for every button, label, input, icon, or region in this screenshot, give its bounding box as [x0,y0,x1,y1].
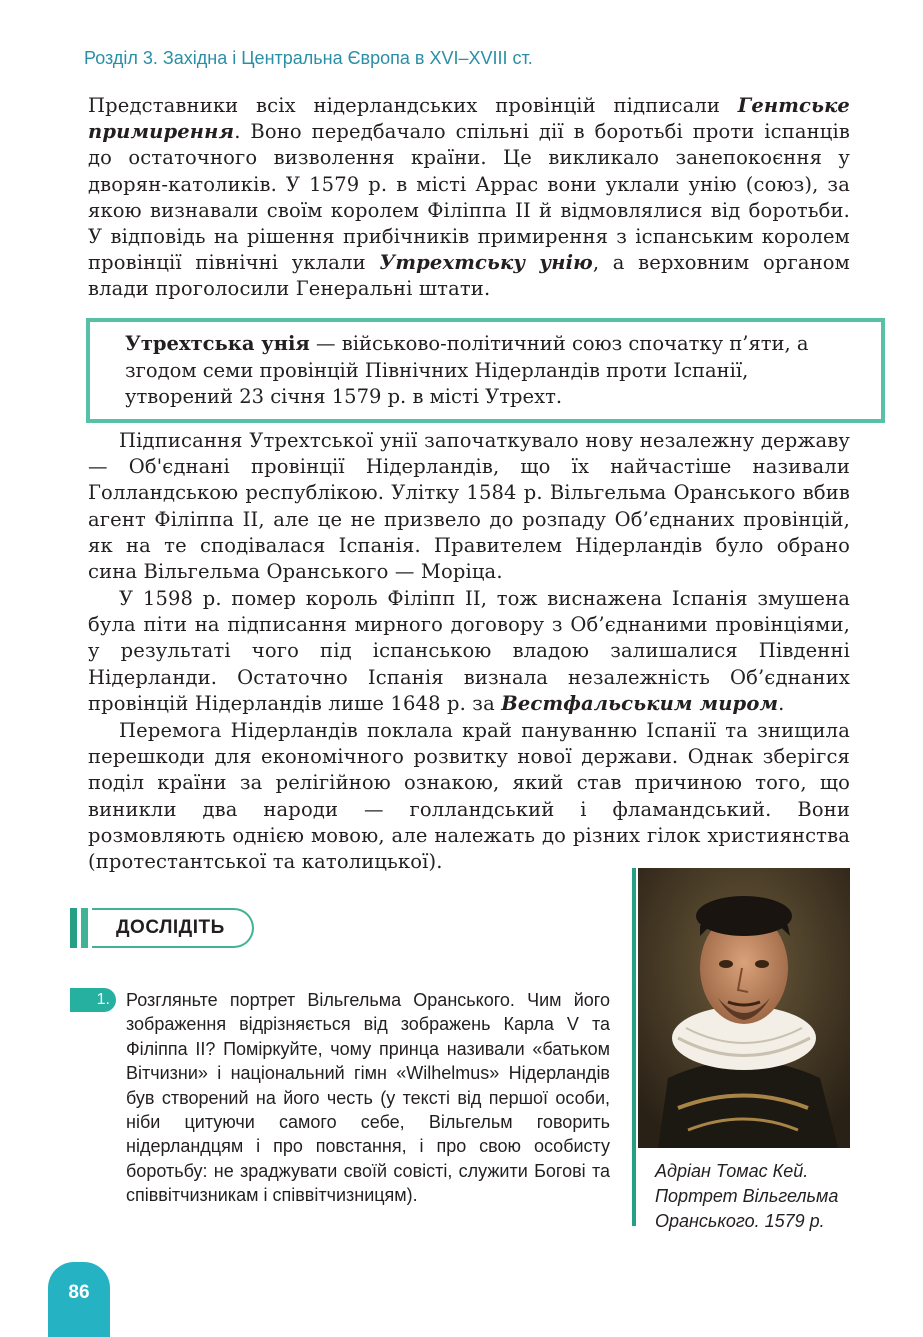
paragraph-gent [88,93,850,303]
portrait-caption [655,1159,855,1234]
page-number-tab [48,1262,110,1337]
portrait-image [638,868,850,1148]
definition-box [86,318,885,423]
definition-term: Утрехтська унія [125,332,310,355]
question-text: Розгляньте портрет Вільгельма Оранського. Чим його зображення відрізняється від зображень Карла V та Філіппа II? Поміркуйте, чому принца називали «батьком Вітчизни» і національний гімн «Wilhelmus» Нідерландів був створений на його честь (у тексті від першої особи, ніби цитуючи самого себе, Вільгельм говорить нідерландцям і про повстання, і про свою особисту боротьбу: не зраджувати своїй совісті, служити Богові та співвітчизникам і співвітчизницям). [126,990,610,1206]
text-span: , а верховним органом влади проголосили Генеральні штати. [88,251,850,301]
caption-line: Оранського. 1579 р. [655,1211,825,1231]
text-span: Представники всіх нідерландських провінцій підписали [88,94,738,117]
text-span: . [778,691,785,715]
text-span: У 1598 р. помер король Філіпп II, тож виснажена Іспанія змушена була піти на підписання мирного договору з Об’єднаними провінціями, у результаті чого під іспанською владою залишалися Південні Нідерланди. Остаточно Іспанія визнала незалежність Об’єднаних провінцій Нідерландів лише 1648 р. за [88,587,850,715]
decor-bar [70,908,77,948]
decor-bar [81,908,88,948]
portrait-illustration [638,868,850,1148]
caption-line: Портрет Вільгельма [655,1186,839,1206]
paragraph-victory: Перемога Нідерландів поклала край пануванню Іспанії та знищила перешкоди для економічного розвитку нової держави. Однак зберігся поділ країни за релігійною ознакою, який став причиною того, що виникли два народи — голландський і фламандський. Вони розмовляють однією мовою, але належать до різних гілок християнства (протестантської та католицької). [88,719,850,874]
question-number: 1. [70,988,116,1012]
term-gent-pacification: Гентське примирення [88,94,850,144]
term-utrecht-union: Утрехтську унію [379,251,593,275]
term-westphalia: Вестфальським миром [501,691,779,715]
paragraph-republic: Підписання Утрехтської унії започаткувало нову незалежну державу — Об'єднані провінції Нідерландів, що їх найчастіше називали Голландською республікою. Улітку 1584 р. Вільгельма Оранського вбив агент Філіппа II, але це не призвело до розпаду Об’єднаних провінцій, як на те сподівалася Іспанія. Правителем Нідерландів було обрано сина Вільгельма Оранського — Моріца. [88,429,850,584]
research-heading [70,908,255,948]
portrait-accent-line [632,868,636,1226]
paragraph-peace [88,586,850,717]
text-span: . Воно передбачало спільні дії в боротьбі проти іспанців до остаточного визволення країни. Це викликало занепокоєння у дворян-католиків. У 1579 р. в місті Аррас вони уклали унію (союз), за якою визнавали своїм королем Філіппа II й відмовлялися від боротьби. У відповідь на рішення прибічників примирення з іспанським королем провінції північні уклали [88,120,850,275]
page-number: 86 [68,1282,90,1303]
chapter-header: Розділ 3. Західна і Центральна Європа в XVI–XVIII ст. [84,48,533,68]
definition-body: — військово-політичний союз спочатку п’яти, а згодом семи провінцій Північних Нідерландів проти Іспанії, утворений 23 січня 1579 р. в місті Утрехт. [125,332,809,408]
definition-text [125,331,830,411]
research-label: ДОСЛІДІТЬ [116,917,225,938]
caption-line: Адріан Томас Кей. [655,1161,809,1181]
